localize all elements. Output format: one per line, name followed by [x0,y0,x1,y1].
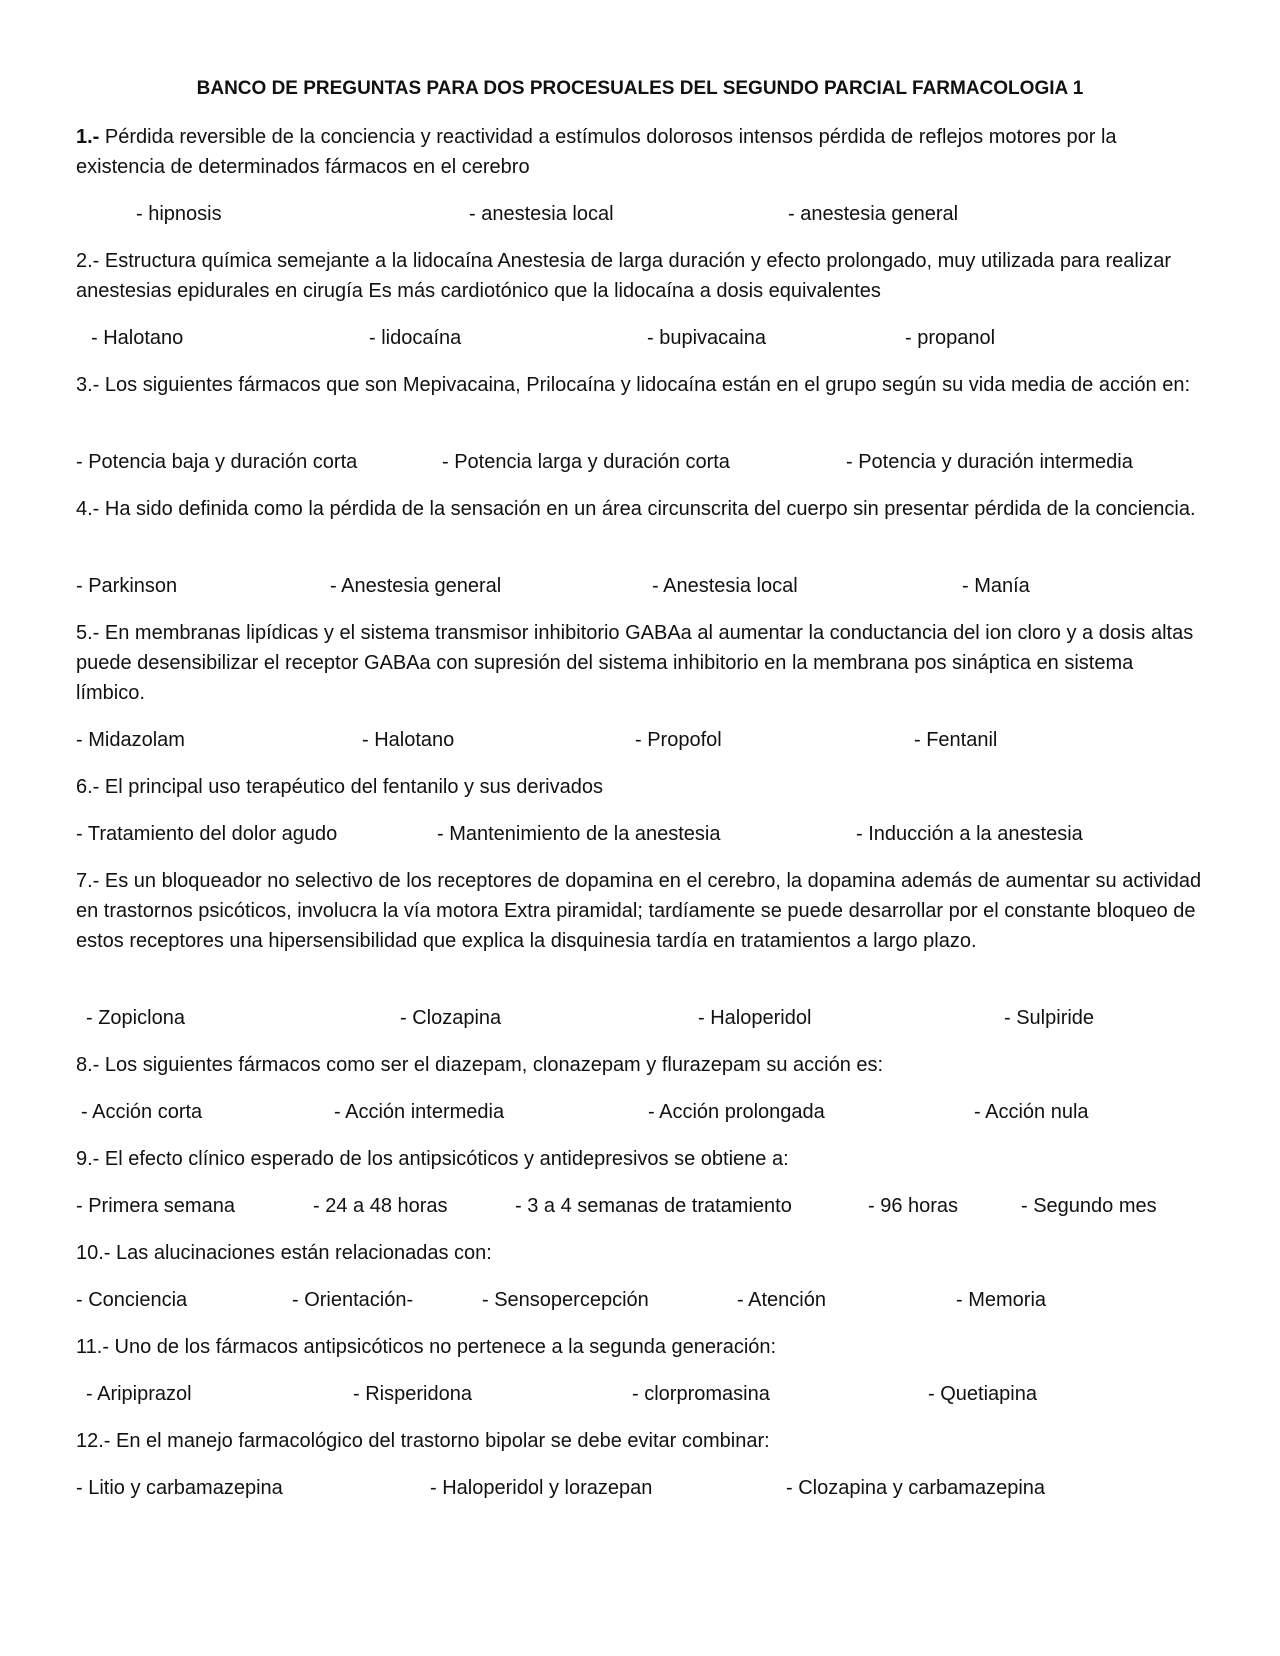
option: - hipnosis [136,203,222,225]
options-7 [0,1003,1280,1033]
option: - lidocaína [369,327,462,349]
option: - Mantenimiento de la anestesia [437,823,721,845]
options-1 [0,199,1280,229]
question-number: 8.- [76,1054,100,1076]
option: - Acción intermedia [334,1101,505,1123]
question-5 [76,618,1206,708]
question-7 [76,866,1206,956]
option: - Fentanil [914,729,998,751]
option: - Halotano [91,327,184,349]
question-number: 10.- [76,1242,111,1264]
option: - Litio y carbamazepina [76,1477,283,1499]
option: - Aripiprazol [86,1383,192,1405]
question-number: 5.- [76,622,100,644]
question-3 [76,370,1206,400]
option: - anestesia general [788,203,959,225]
option: - Potencia y duración intermedia [846,451,1133,473]
option: - Potencia larga y duración corta [442,451,730,473]
question-10 [76,1238,1206,1268]
option: - Anestesia local [652,575,798,597]
question-number: 3.- [76,374,100,396]
option: - Sensopercepción [482,1289,649,1311]
option: - bupivacaina [647,327,766,349]
option: - Memoria [956,1289,1047,1311]
option: - Acción nula [974,1101,1089,1123]
question-12 [76,1426,1206,1456]
options-6 [0,819,1280,849]
question-text: Las alucinaciones están relacionadas con: [110,1242,492,1264]
option: - Potencia baja y duración corta [76,451,358,473]
question-number: 12.- [76,1430,111,1452]
option: - 3 a 4 semanas de tratamiento [515,1195,792,1217]
option: - Parkinson [76,575,178,597]
question-text: Los siguientes fármacos que son Mepivacaina, Prilocaína y lidocaína están en el grupo según su vida media de acción en: [99,374,1191,396]
question-1 [76,122,1206,182]
option: - Segundo mes [1021,1195,1157,1217]
option: - Halotano [362,729,455,751]
question-9 [76,1144,1206,1174]
options-11 [0,1379,1280,1409]
option: - Propofol [635,729,722,751]
options-8 [0,1097,1280,1127]
question-text: Es un bloqueador no selectivo de los receptores de dopamina en el cerebro, la dopamina además de aumentar su actividad en trastornos psicóticos, involucra la vía motora Extra piramidal; tardíamente se puede desarrollar por el constante bloqueo de estos receptores una hipersensibilidad que explica la disquinesia tardía en tratamientos a largo plazo. [76,870,1202,952]
option: - Primera semana [76,1195,235,1217]
question-11 [76,1332,1206,1362]
option: - Orientación- [292,1289,414,1311]
option: - Tratamiento del dolor agudo [76,823,338,845]
option: - Conciencia [76,1289,188,1311]
options-4 [0,571,1280,601]
document-title: BANCO DE PREGUNTAS PARA DOS PROCESUALES DEL SEGUNDO PARCIAL FARMACOLOGIA 1 [196,78,1084,99]
option: - Quetiapina [928,1383,1037,1405]
question-number: 2.- [76,250,100,272]
question-number: 1.- [76,126,100,148]
question-text: Pérdida reversible de la conciencia y reactividad a estímulos dolorosos intensos pérdida de reflejos motores por la existencia de determinados fármacos en el cerebro [76,126,1117,178]
options-10 [0,1285,1280,1315]
option: - Haloperidol [698,1007,812,1029]
options-9 [0,1191,1280,1221]
question-number: 11.- [76,1336,109,1358]
question-text: En membranas lipídicas y el sistema transmisor inhibitorio GABAa al aumentar la conductancia del ion cloro y a dosis altas puede desensibilizar el receptor GABAa con supresión del sistema inhibitorio en la membrana pos sináptica en sistema límbico. [76,622,1194,704]
question-text: En el manejo farmacológico del trastorno bipolar se debe evitar combinar: [110,1430,770,1452]
question-number: 7.- [76,870,100,892]
option: - Midazolam [76,729,185,751]
question-text: El efecto clínico esperado de los antipsicóticos y antidepresivos se obtiene a: [99,1148,789,1170]
option: - Anestesia general [330,575,502,597]
option: - 24 a 48 horas [313,1195,448,1217]
option: - Clozapina y carbamazepina [786,1477,1046,1499]
question-text: Estructura química semejante a la lidocaína Anestesia de larga duración y efecto prolongado, muy utilizada para realizar anestesias epidurales en cirugía Es más cardiotónico que la lidocaína a dosis equivalentes [76,250,1172,302]
option: - Haloperidol y lorazepan [430,1477,653,1499]
option: - clorpromasina [632,1383,770,1405]
option: - Manía [962,575,1030,597]
option: - Atención [737,1289,826,1311]
option: - Zopiclona [86,1007,185,1029]
option: - Inducción a la anestesia [856,823,1083,845]
option: - propanol [905,327,996,349]
question-8 [76,1050,1206,1080]
question-text: El principal uso terapéutico del fentanilo y sus derivados [99,776,603,798]
options-2 [0,323,1280,353]
option: - Acción corta [81,1101,203,1123]
question-text: Uno de los fármacos antipsicóticos no pertenece a la segunda generación: [108,1336,777,1358]
options-5 [0,725,1280,755]
question-number: 6.- [76,776,100,798]
question-number: 4.- [76,498,100,520]
options-3 [0,447,1280,477]
option: - 96 horas [868,1195,959,1217]
option: - Sulpiride [1004,1007,1095,1029]
question-6 [76,772,1206,802]
option: - Acción prolongada [648,1101,825,1123]
option: - anestesia local [469,203,614,225]
question-text: Ha sido definida como la pérdida de la sensación en un área circunscrita del cuerpo sin presentar pérdida de la conciencia. [99,498,1196,520]
question-text: Los siguientes fármacos como ser el diazepam, clonazepam y flurazepam su acción es: [99,1054,884,1076]
option: - Clozapina [400,1007,502,1029]
options-12 [0,1473,1280,1503]
question-2 [76,246,1206,306]
question-number: 9.- [76,1148,100,1170]
question-4 [76,494,1206,524]
option: - Risperidona [353,1383,472,1405]
